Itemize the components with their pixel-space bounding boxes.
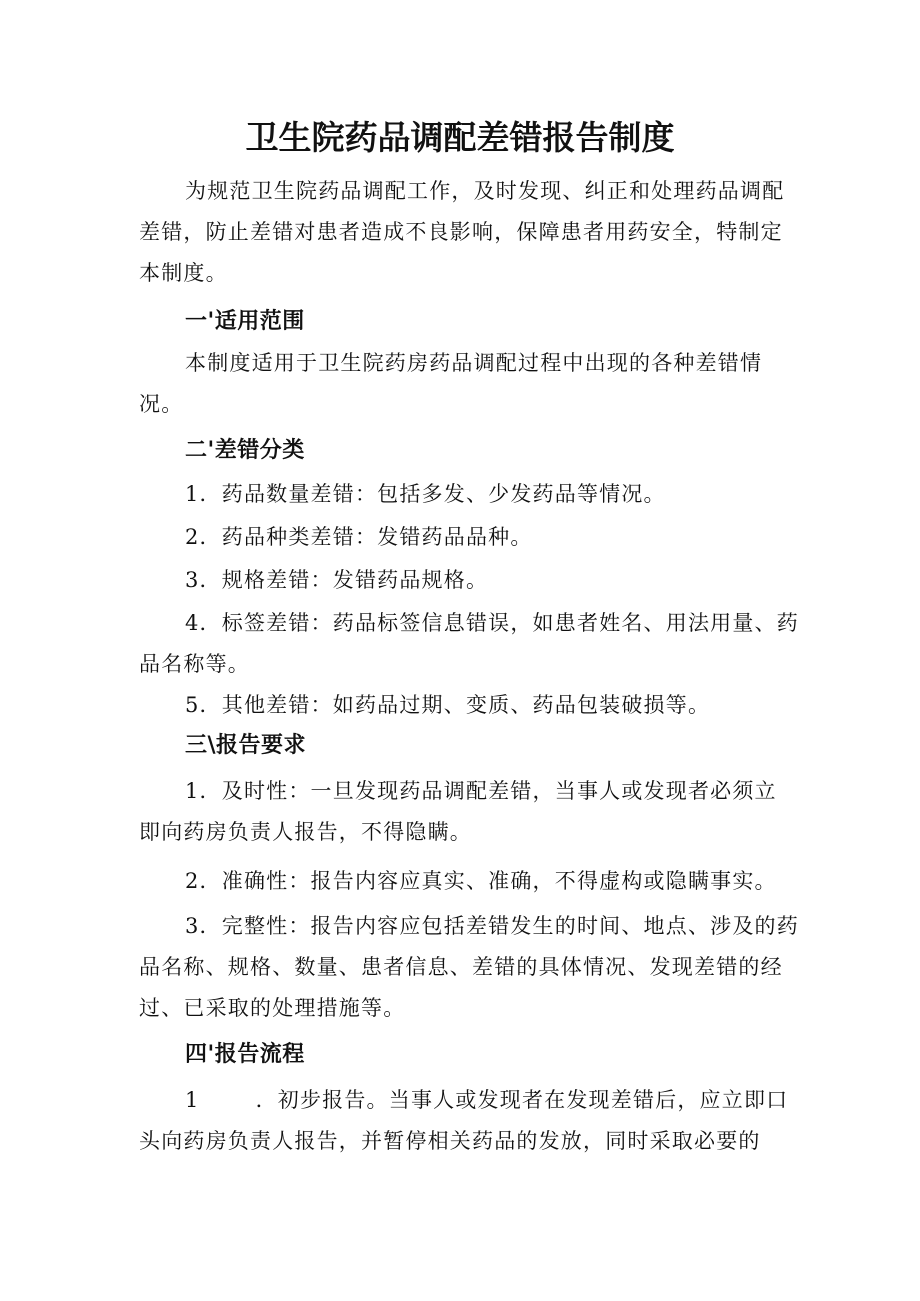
section-heading-process: 四'报告流程 (185, 1042, 305, 1067)
requirement-item: 2．准确性：报告内容应真实、准确，不得虚构或隐瞒事实。 (185, 869, 777, 893)
requirement-item: 3．完整性：报告内容应包括差错发生的时间、地点、涉及的药品名称、规格、数量、患者信息、差错的具体情况、发现差错的经过、已采取的处理措施等。 (139, 914, 799, 1020)
process-item-number: 1 (185, 1088, 200, 1112)
category-item: 5．其他差错：如药品过期、变质、药品包装破损等。 (185, 693, 711, 717)
section-heading-scope: 一'适用范围 (185, 309, 305, 334)
category-item: 2．药品种类差错：发错药品品种。 (185, 525, 533, 549)
scope-paragraph: 本制度适用于卫生院药房药品调配过程中出现的各种差错情况。 (139, 351, 763, 416)
intro-paragraph: 为规范卫生院药品调配工作，及时发现、纠正和处理药品调配差错，防止差错对患者造成不良影响，保障患者用药安全，特制定本制度。 (139, 179, 785, 285)
requirement-item: 1．及时性：一旦发现药品调配差错，当事人或发现者必须立即向药房负责人报告，不得隐瞒。 (139, 779, 777, 844)
section-heading-requirements: 三\报告要求 (185, 733, 307, 758)
category-item: 1．药品数量差错：包括多发、少发药品等情况。 (185, 482, 666, 506)
section-heading-categories: 二'差错分类 (185, 438, 305, 463)
category-item: 3．规格差错：发错药品规格。 (185, 568, 489, 592)
category-item: 4．标签差错：药品标签信息错误，如患者姓名、用法用量、药品名称等。 (139, 611, 799, 676)
process-item (139, 1080, 799, 1162)
document-title: 卫生院药品调配差错报告制度 (245, 118, 675, 157)
process-item-text: ．初步报告。当事人或发现者在发现差错后，应立即口头向药房负责人报告，并暂停相关药品的发放，同时采取必要的 (139, 1088, 789, 1153)
